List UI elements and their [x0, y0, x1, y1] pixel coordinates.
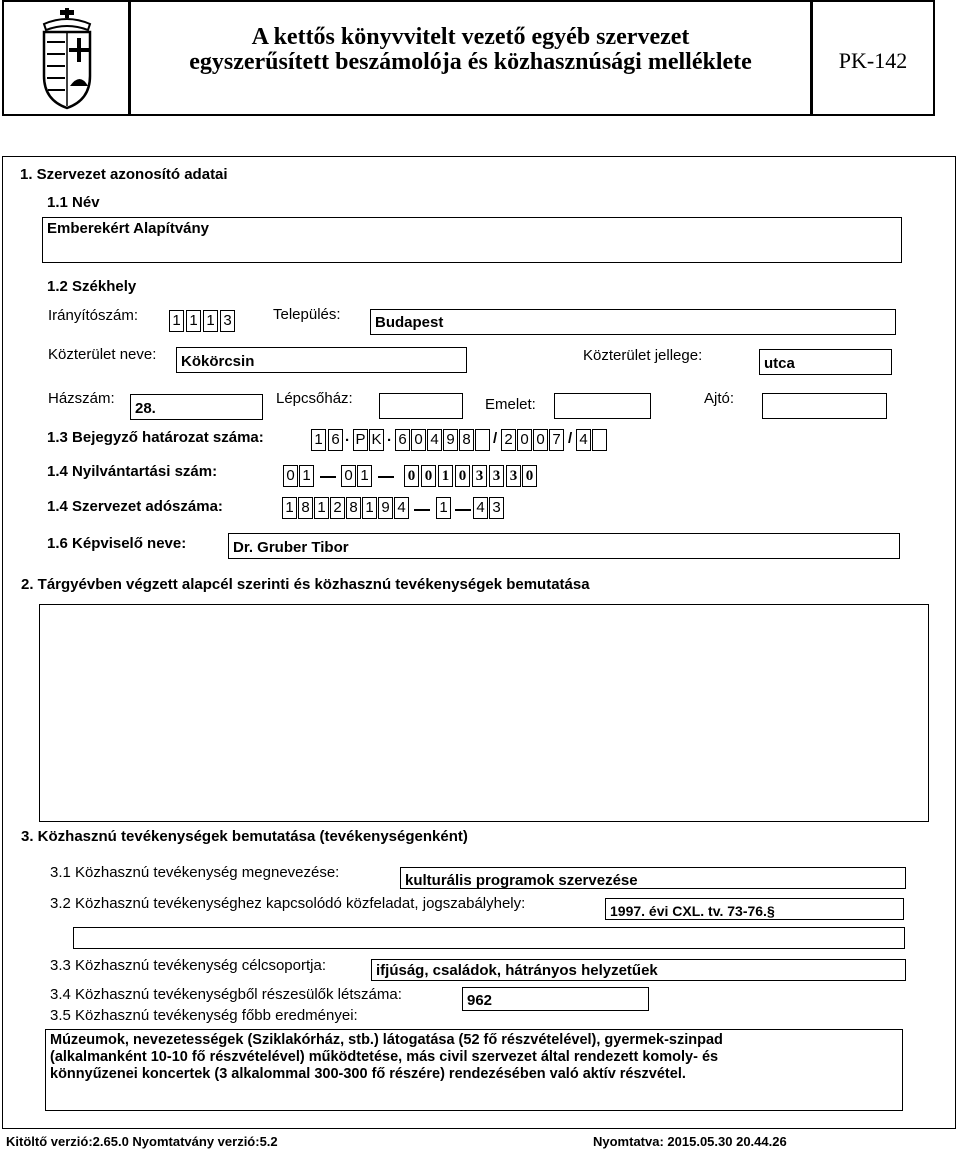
- separator-dot: .: [345, 428, 350, 445]
- law-field[interactable]: [605, 898, 904, 920]
- results-line-3: könnyűzenei koncertek (3 alkalommal 300-300 fő részére) rendezésében való aktív részvétel.: [50, 1066, 686, 1082]
- house-label: Házszám:: [48, 390, 115, 407]
- section1-title: 1. Szervezet azonosító adatai: [20, 166, 228, 183]
- reg-decision-digit[interactable]: 4: [576, 429, 591, 451]
- tax-digit[interactable]: 4: [394, 497, 409, 519]
- reg-decision-digit[interactable]: [475, 429, 490, 451]
- separator-dash: [378, 476, 394, 478]
- zip-digit[interactable]: 3: [220, 310, 235, 332]
- reg-number-digit[interactable]: 3: [506, 465, 521, 487]
- reg-number-digit[interactable]: 0: [522, 465, 537, 487]
- form-title-line2: egyszerűsített beszámolója és közhasznúsági melléklete: [189, 49, 752, 75]
- reg-number-digit[interactable]: 3: [489, 465, 504, 487]
- reg-decision-digit[interactable]: 0: [517, 429, 532, 451]
- reg-number-digit[interactable]: 0: [421, 465, 436, 487]
- stair-field[interactable]: [379, 393, 463, 419]
- reg-decision-digit[interactable]: 0: [533, 429, 548, 451]
- tax-digit[interactable]: 8: [298, 497, 313, 519]
- header-logo-box: [2, 0, 130, 116]
- zip-digit[interactable]: 1: [186, 310, 201, 332]
- reg-decision-digit[interactable]: 7: [549, 429, 564, 451]
- law-label: 3.2 Közhasznú tevékenységhez kapcsolódó közfeladat, jogszabályhely:: [50, 895, 526, 912]
- footer-print-date: Nyomtatva: 2015.05.30 20.44.26: [593, 1134, 787, 1149]
- reg-number-digit[interactable]: 3: [472, 465, 487, 487]
- representative-field[interactable]: [228, 533, 900, 559]
- beneficiary-count-label: 3.4 Közhasznú tevékenységből részesülők létszáma:: [50, 986, 402, 1003]
- separator-dash: [414, 509, 430, 511]
- target-group-label: 3.3 Közhasznú tevékenység célcsoportja:: [50, 957, 326, 974]
- tax-digit[interactable]: 1: [362, 497, 377, 519]
- tax-digit[interactable]: 1: [436, 497, 451, 519]
- reg-number-digit[interactable]: 1: [438, 465, 453, 487]
- results-textarea[interactable]: [45, 1029, 903, 1111]
- coat-of-arms-icon: [32, 8, 102, 112]
- section2-title: 2. Tárgyévben végzett alapcél szerinti és közhasznú tevékenységek bemutatása: [21, 576, 590, 593]
- reg-decision-label: 1.3 Bejegyző határozat száma:: [47, 429, 264, 446]
- tax-digit[interactable]: 2: [330, 497, 345, 519]
- form-code: PK-142: [838, 48, 908, 73]
- street-field[interactable]: [176, 347, 467, 373]
- representative-label: 1.6 Képviselő neve:: [47, 535, 187, 552]
- house-value: 28.: [135, 400, 156, 417]
- separator-dash: [455, 509, 471, 511]
- name-field[interactable]: [42, 217, 902, 263]
- street-type-value: utca: [764, 355, 795, 372]
- law-extra-field[interactable]: [73, 927, 905, 949]
- footer-versions: Kitöltő verzió:2.65.0 Nyomtatvány verzió:5.2: [6, 1134, 278, 1149]
- reg-number-digit[interactable]: 1: [299, 465, 314, 487]
- reg-decision-digit[interactable]: 8: [459, 429, 474, 451]
- house-field[interactable]: [130, 394, 263, 420]
- street-type-label: Közterület jellege:: [583, 347, 703, 364]
- representative-value: Dr. Gruber Tibor: [233, 539, 349, 556]
- street-value: Kökörcsin: [181, 353, 255, 370]
- reg-decision-digit[interactable]: [592, 429, 607, 451]
- reg-decision-digit[interactable]: 6: [328, 429, 343, 451]
- reg-decision-digit[interactable]: 9: [443, 429, 458, 451]
- reg-decision-digit[interactable]: 4: [427, 429, 442, 451]
- form-title-line1: A kettős könyvvitelt vezető egyéb szervezet: [251, 24, 690, 50]
- separator-slash: /: [568, 430, 573, 447]
- reg-decision-digit[interactable]: 6: [395, 429, 410, 451]
- law-value: 1997. évi CXL. tv. 73-76.§: [610, 903, 775, 919]
- beneficiary-count-value: 962: [467, 992, 493, 1009]
- reg-number-digit[interactable]: 0: [341, 465, 356, 487]
- activity-value: kulturális programok szervezése: [405, 872, 638, 889]
- reg-number-digit[interactable]: 0: [455, 465, 470, 487]
- separator-slash: /: [493, 430, 498, 447]
- door-label: Ajtó:: [704, 390, 735, 407]
- reg-number-digit[interactable]: 0: [283, 465, 298, 487]
- city-field[interactable]: [370, 309, 896, 335]
- section3-title: 3. Közhasznú tevékenységek bemutatása (tevékenységenként): [21, 828, 468, 845]
- results-label: 3.5 Közhasznú tevékenység főbb eredményei:: [50, 1007, 358, 1024]
- tax-number-label: 1.4 Szervezet adószáma:: [47, 498, 223, 515]
- tax-digit[interactable]: 3: [489, 497, 504, 519]
- results-line-2: (alkalmanként 10-10 fő részvételével) működtetése, más civil szervezet által rendezett komoly- és: [50, 1049, 719, 1065]
- street-label: Közterület neve:: [48, 346, 157, 363]
- reg-decision-digit[interactable]: 2: [501, 429, 516, 451]
- separator-dash: [320, 476, 336, 478]
- floor-label: Emelet:: [485, 396, 536, 413]
- door-field[interactable]: [762, 393, 887, 419]
- city-value: Budapest: [375, 314, 444, 331]
- name-value: Emberekért Alapítvány: [47, 220, 210, 237]
- reg-number-digit[interactable]: 1: [357, 465, 372, 487]
- street-type-field[interactable]: [759, 349, 892, 375]
- reg-decision-char[interactable]: P: [353, 429, 368, 451]
- stair-label: Lépcsőház:: [276, 390, 353, 407]
- reg-decision-digit[interactable]: 1: [311, 429, 326, 451]
- tax-digit[interactable]: 1: [282, 497, 297, 519]
- tax-digit[interactable]: 4: [473, 497, 488, 519]
- tax-digit[interactable]: 1: [314, 497, 329, 519]
- results-line-1: Múzeumok, nevezetességek (Sziklakórház, stb.) látogatása (52 fő részvételével), gyermek-szinpad: [50, 1032, 723, 1048]
- header-code-box: [811, 0, 935, 116]
- floor-field[interactable]: [554, 393, 651, 419]
- target-group-value: ifjúság, családok, hátrányos helyzetűek: [376, 962, 658, 979]
- city-label: Település:: [273, 306, 341, 323]
- zip-label: Irányítószám:: [48, 307, 139, 324]
- seat-label: 1.2 Székhely: [47, 278, 137, 295]
- tax-digit[interactable]: 8: [346, 497, 361, 519]
- reg-decision-digit[interactable]: 0: [411, 429, 426, 451]
- beneficiary-count-field[interactable]: [462, 987, 649, 1011]
- zip-digit[interactable]: 1: [203, 310, 218, 332]
- activity-field[interactable]: [400, 867, 906, 889]
- activity-label: 3.1 Közhasznú tevékenység megnevezése:: [50, 864, 340, 881]
- zip-digit[interactable]: 1: [169, 310, 184, 332]
- reg-decision-char[interactable]: K: [369, 429, 384, 451]
- header-title-box: [129, 0, 812, 116]
- tax-digit[interactable]: 9: [378, 497, 393, 519]
- section2-textarea[interactable]: [39, 604, 929, 822]
- reg-number-label: 1.4 Nyilvántartási szám:: [47, 463, 218, 480]
- separator-dot: .: [387, 428, 392, 445]
- target-group-field[interactable]: [371, 959, 906, 981]
- name-label: 1.1 Név: [47, 194, 100, 211]
- reg-number-digit[interactable]: 0: [404, 465, 419, 487]
